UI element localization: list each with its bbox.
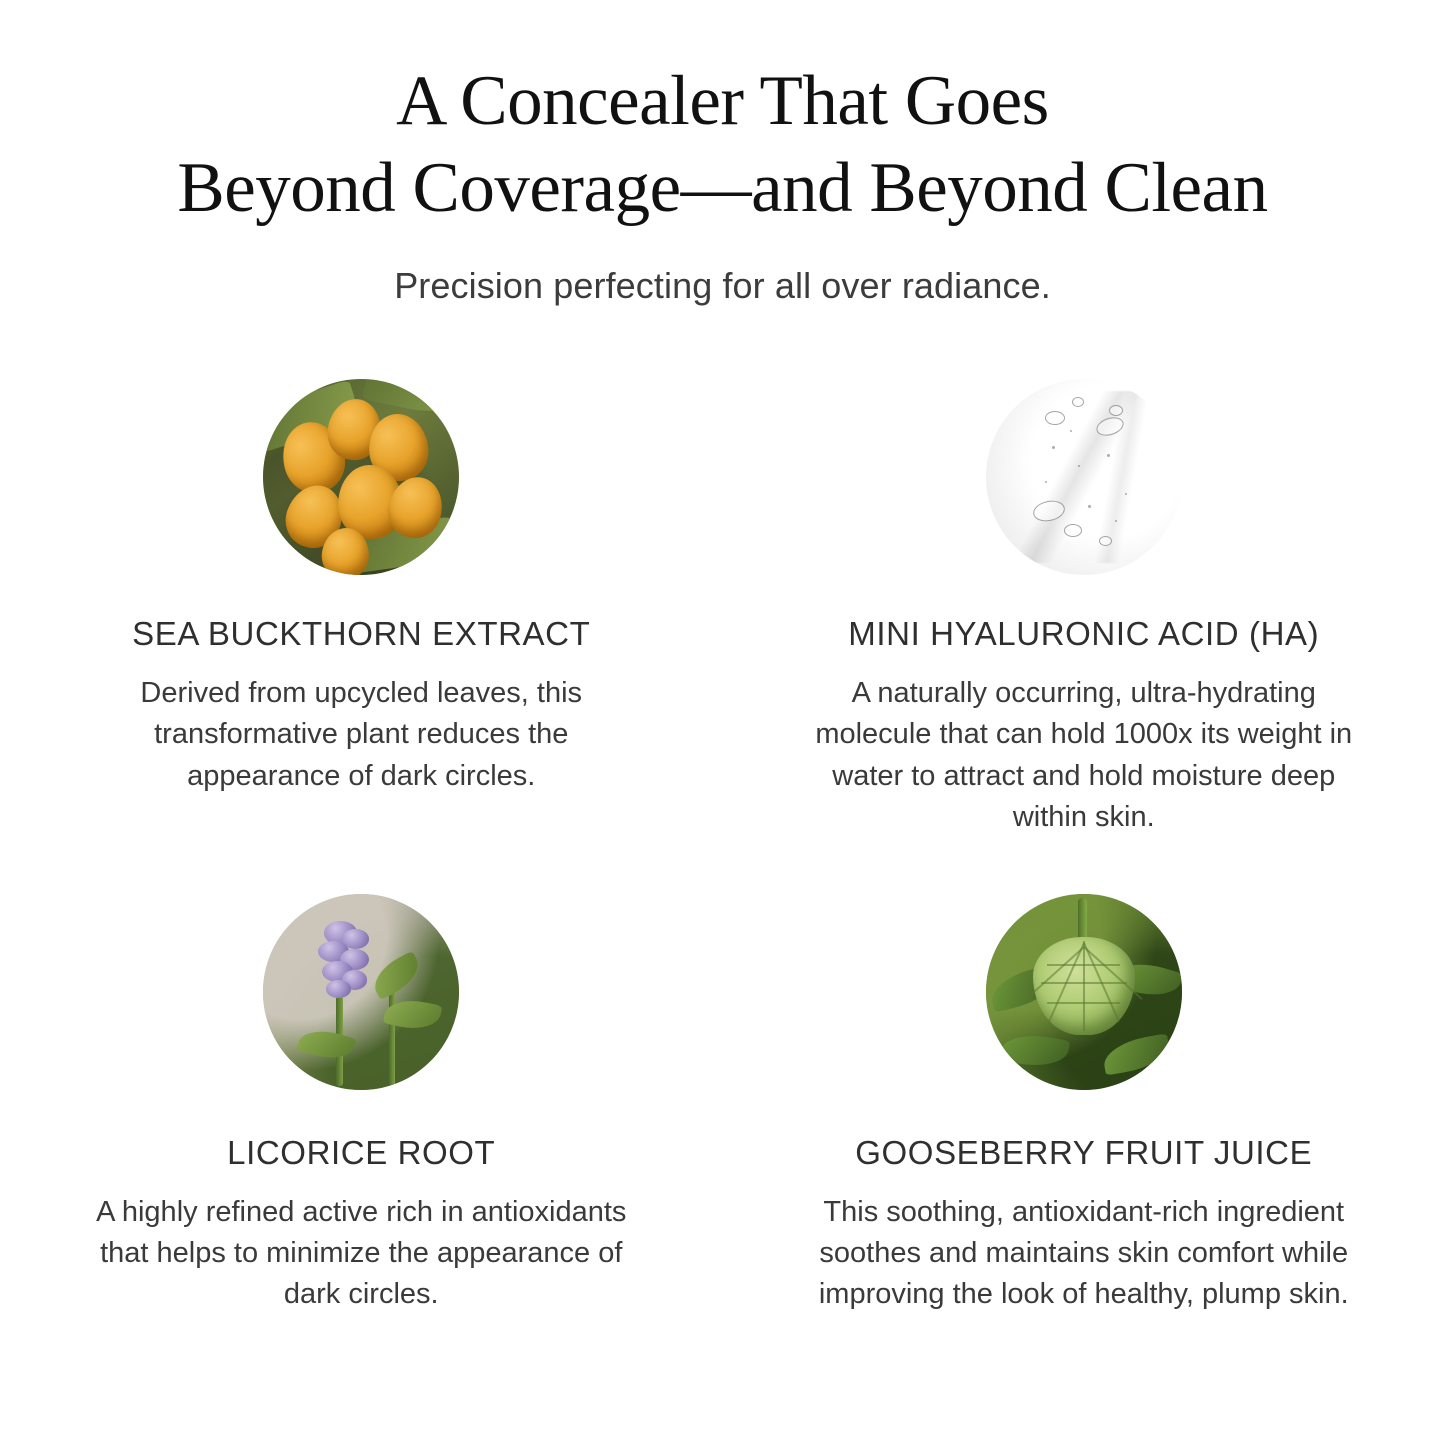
gooseberry-husk-illustration bbox=[986, 894, 1182, 1090]
ingredient-description: Derived from upcycled leaves, this transformative plant reduces the appearance of dark circles. bbox=[140, 677, 583, 792]
licorice-flower-illustration bbox=[263, 894, 459, 1090]
ingredient-title: GOOSEBERRY FRUIT JUICE bbox=[855, 1133, 1313, 1171]
page-subtitle: Precision perfecting for all over radiance. bbox=[394, 265, 1051, 307]
ingredient-description: A highly refined active rich in antioxidants that helps to minimize the appearance of dark circles. bbox=[96, 1195, 627, 1311]
ingredient-description: A naturally occurring, ultra-hydrating molecule that can hold 1000x its weight in water to attract and hold moisture deep within skin. bbox=[815, 677, 1353, 833]
gel-texture-illustration bbox=[986, 379, 1182, 575]
licorice-root-image bbox=[263, 894, 459, 1090]
gooseberry-image bbox=[986, 894, 1182, 1090]
ingredient-card-gooseberry bbox=[723, 894, 1445, 1316]
berry-photo-illustration bbox=[263, 379, 459, 575]
ingredient-grid bbox=[0, 379, 1445, 1315]
ingredient-description: This soothing, antioxidant-rich ingredient soothes and maintains skin comfort while improving the look of healthy, plump skin. bbox=[818, 1195, 1349, 1311]
page-title-line-1: A Concealer That Goes bbox=[396, 62, 1049, 140]
hyaluronic-acid-image bbox=[986, 379, 1182, 575]
ingredient-title: LICORICE ROOT bbox=[227, 1133, 496, 1171]
ingredient-title: SEA BUCKTHORN EXTRACT bbox=[132, 615, 591, 653]
ingredient-card-sea-buckthorn bbox=[0, 379, 723, 838]
ingredient-card-hyaluronic-acid bbox=[723, 379, 1445, 838]
page-title-line-2: Beyond Coverage—and Beyond Clean bbox=[177, 148, 1268, 227]
ingredient-card-licorice-root bbox=[0, 894, 723, 1316]
page-title bbox=[0, 0, 1445, 231]
sea-buckthorn-image bbox=[263, 379, 459, 575]
ingredient-title: MINI HYALURONIC ACID (HA) bbox=[848, 615, 1320, 653]
